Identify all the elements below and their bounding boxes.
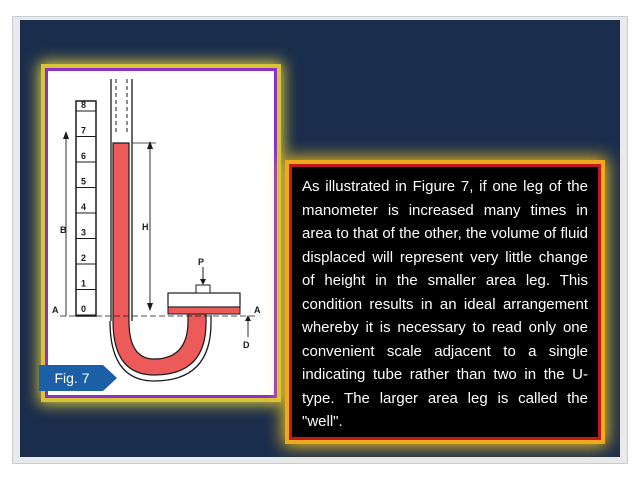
scale-number: 0 [81,304,87,314]
label-a-right: A [254,305,261,315]
scale-number: 4 [81,202,87,212]
scale-number: 2 [81,253,87,263]
label-p: P [198,257,205,267]
scale-number: 5 [81,176,87,187]
scale-number: 8 [81,100,87,110]
scale-number: 6 [81,151,87,161]
manometer-figure [45,68,277,398]
well-reservoir [168,293,240,307]
description-text: As illustrated in Figure 7, if one leg of the manometer is increased many times in area to that of the other, the volume of fluid displaced will represent very little change of height in the smaller area leg. This condition results in an ideal arrangement whereby it is necessary to read only one convenient scale adjacent to a single indicating tube rather than two in the U-type. The larger area leg is called the "well". [302,178,588,430]
figure-caption-tag [39,365,117,391]
figure-caption: Fig. 7 [54,370,90,386]
scale-number: 1 [81,278,87,289]
manometer-diagram [48,71,268,389]
label-d: D [243,340,250,350]
dimension-h-arrow-bottom [147,303,153,311]
pressure-arrow-head [200,279,206,285]
scale-number: 7 [81,125,87,136]
label-b: B [60,225,67,235]
label-h: H [142,222,149,232]
description-box [289,164,601,440]
fluid-column [113,143,206,375]
scale-number: 3 [81,227,87,238]
label-a-left: A [52,305,59,315]
dimension-h-arrow-top [147,141,153,149]
dimension-b-arrow [63,131,69,139]
well-fluid [168,307,240,314]
pressure-port [196,285,210,293]
